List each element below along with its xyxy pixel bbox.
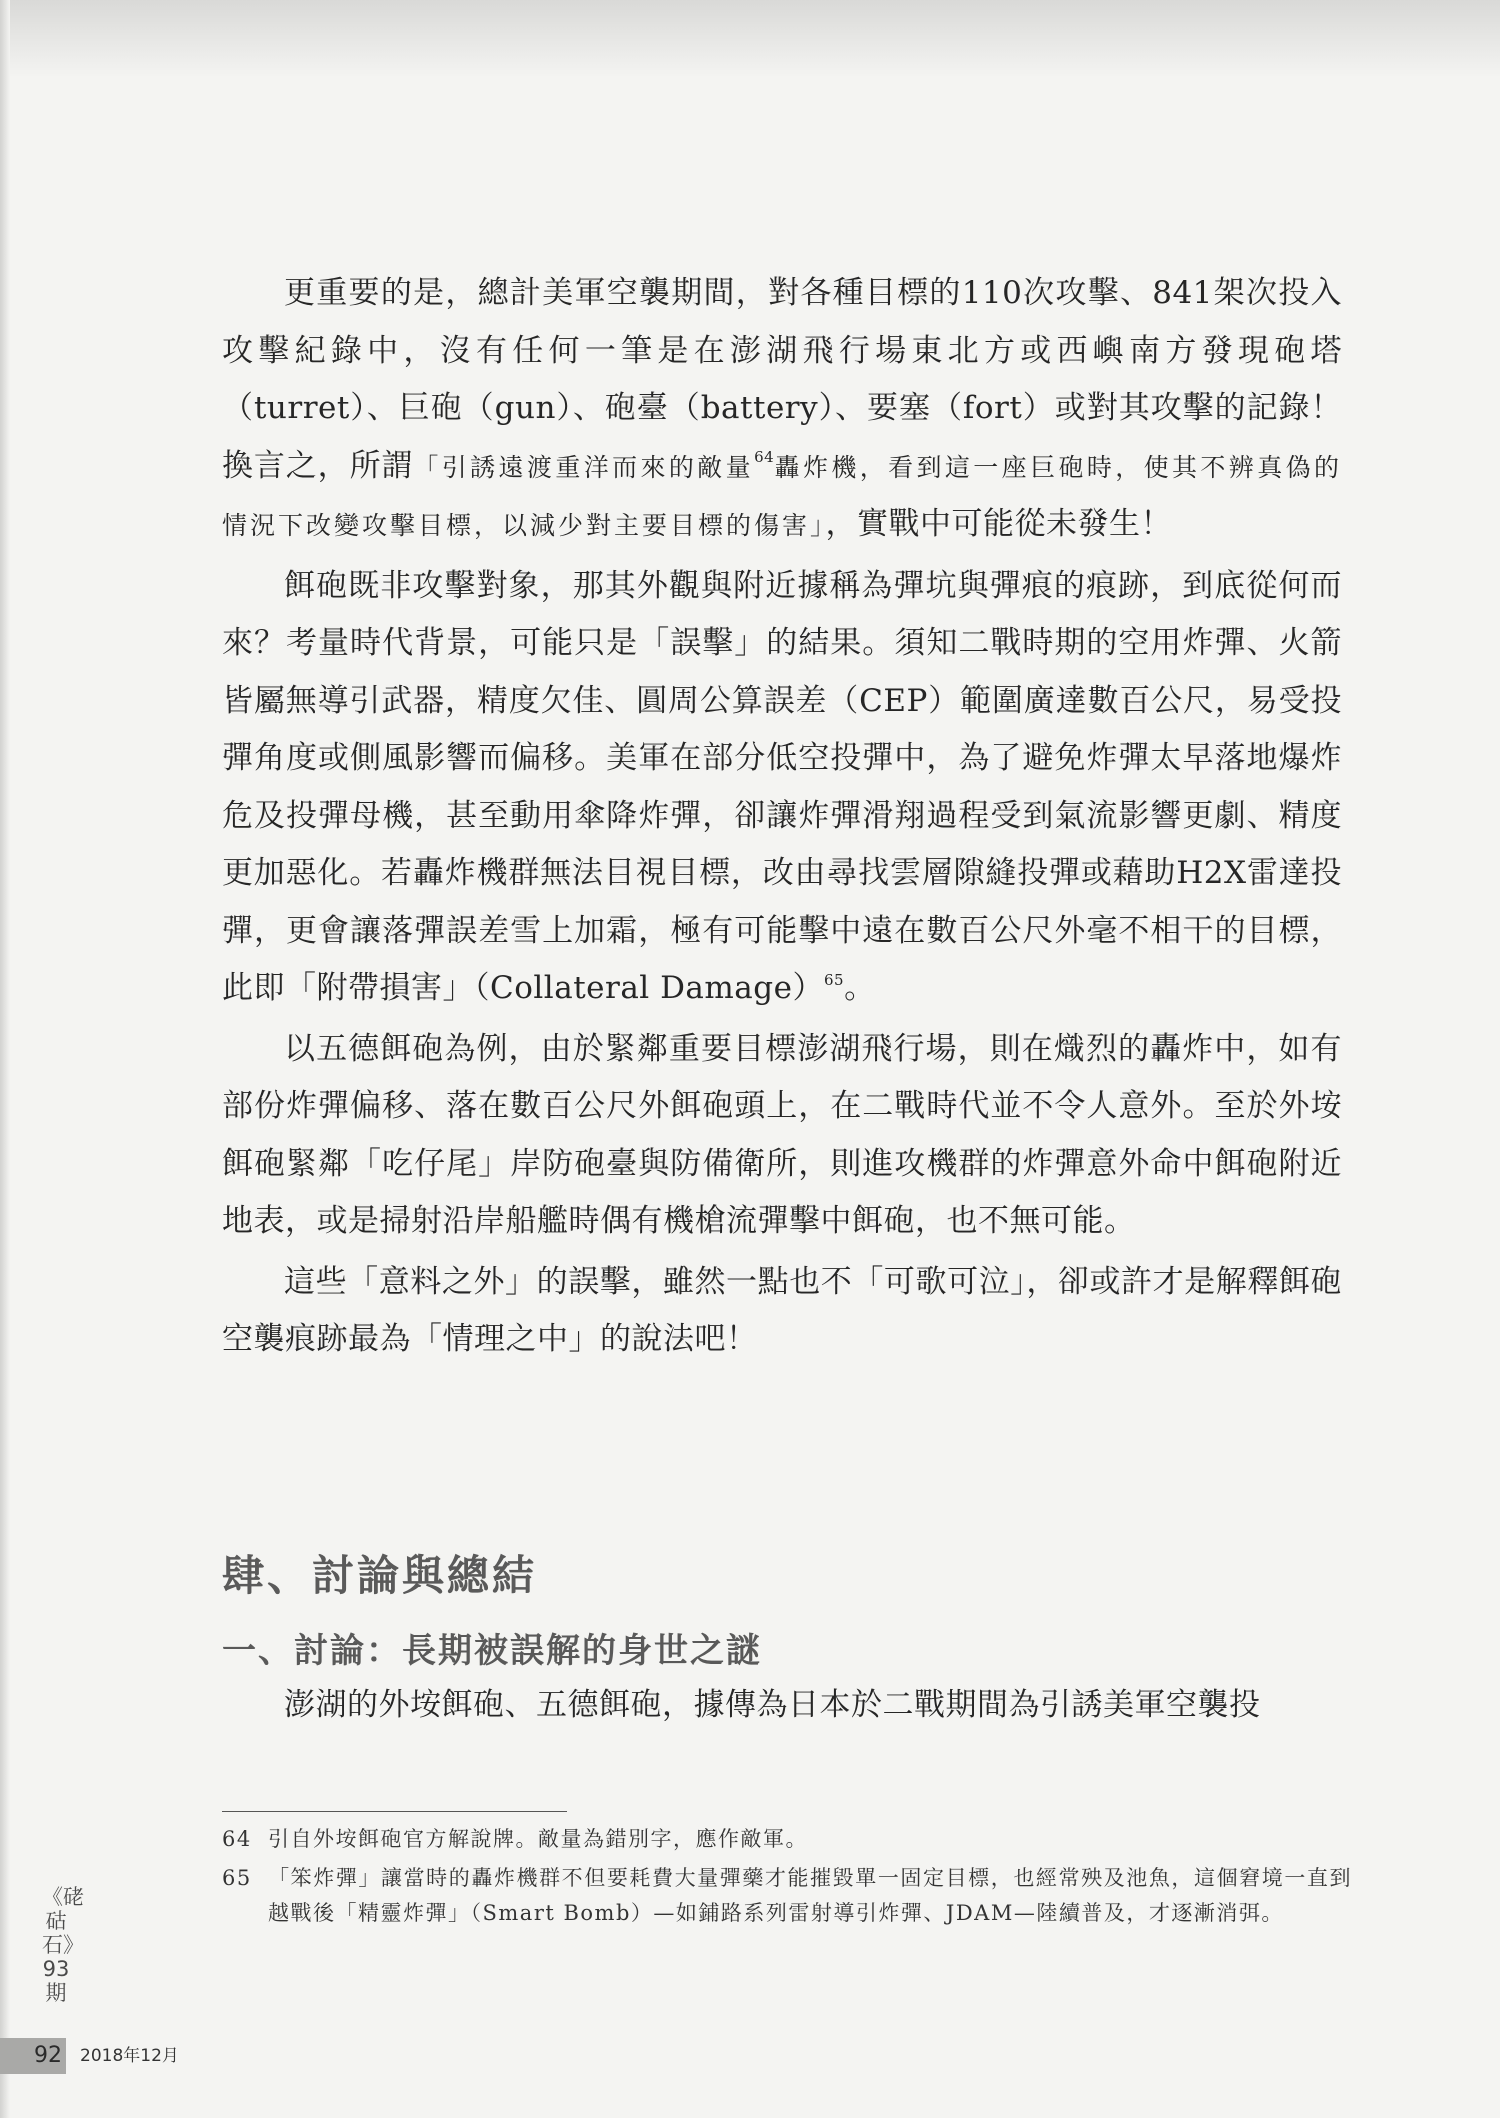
quotation-a: 「引誘遠渡重洋而來的敵量: [413, 452, 755, 482]
footnote-text: 「笨炸彈」讓當時的轟炸機群不但要耗費大量彈藥才能摧毀單一固定目標，也經常殃及池魚，這個窘境一直到越戰後「精靈炸彈」（Smart Bomb）—如鋪路系列雷射導引炸彈、JDAM—陸續普及，才逐漸消弭。: [268, 1866, 1352, 1925]
scan-shadow: [0, 0, 1500, 78]
footnote-number: 64: [222, 1827, 252, 1851]
issue-date: 2018年12月: [80, 2046, 179, 2066]
paragraph-2-text: 餌砲既非攻擊對象，那其外觀與附近據稱為彈坑與彈痕的痕跡，到底從何而來？考量時代背景，可能只是「誤擊」的結果。須知二戰時期的空用炸彈、火箭皆屬無導引武器，精度欠佳、圓周公算誤差（CEP）範圍廣達數百公尺，易受投彈角度或側風影響而偏移。美軍在部分低空投彈中，為了避免炸彈太早落地爆炸危及投彈母機，甚至動用傘降炸彈，卻讓炸彈滑翔過程受到氣流影響更劇、精度更加惡化。若轟炸機群無法目視目標，改由尋找雲層隙縫投彈或藉助H2X雷達投彈，更會讓落彈誤差雪上加霜，極有可能擊中遠在數百公尺外毫不相干的目標，此即「附帶損害」（Collateral Damage）: [222, 567, 1342, 1006]
section-title: 肆、討論與總結: [222, 1551, 538, 1600]
subsection-title: 一、討論：長期被誤解的身世之謎: [222, 1631, 762, 1671]
footnote-number: 65: [222, 1866, 252, 1890]
section-body: [222, 1677, 1342, 1735]
footnote-text: 引自外垵餌砲官方解說牌。敵量為錯別字，應作敵軍。: [268, 1827, 808, 1851]
footnote-65: [222, 1861, 1352, 1931]
paragraph-3: 以五德餌砲為例，由於緊鄰重要目標澎湖飛行場，則在熾烈的轟炸中，如有部份炸彈偏移、落在數百公尺外餌砲頭上，在二戰時代並不令人意外。至於外垵餌砲緊鄰「吃仔尾」岸防砲臺與防備衛所，則進攻機群的炸彈意外命中餌砲附近地表，或是掃射沿岸船艦時偶有機槍流彈擊中餌砲，也不無可能。: [222, 1030, 1342, 1239]
paragraph-1: [222, 265, 1342, 555]
journal-name: 《硓𥑮石》93期: [42, 1885, 84, 2005]
footnote-ref-65[interactable]: 65: [823, 970, 845, 989]
footnotes: [222, 1822, 1352, 1935]
footnote-ref-64[interactable]: 64: [754, 448, 775, 467]
paragraph-1-text-b: ，實戰中可能從未發生！: [825, 506, 1173, 542]
main-text: [222, 265, 1342, 1369]
paragraph-2-end: 。: [844, 970, 876, 1006]
footnote-64: [222, 1822, 1352, 1857]
scan-edge: [0, 0, 10, 2118]
footnote-divider: [222, 1811, 567, 1812]
quotation-b: 轟炸機，看到這一座巨砲時，使其不辨真偽的情況下改變攻擊目標，以減少對主要目標的傷害」: [222, 452, 1342, 540]
page-number: 92: [34, 2043, 62, 2068]
paragraph-4: 這些「意料之外」的誤擊，雖然一點也不「可歌可泣」，卻或許才是解釋餌砲空襲痕跡最為「情理之中」的說法吧！: [222, 1263, 1342, 1357]
paragraph-2: [222, 558, 1342, 1018]
section-paragraph: 澎湖的外垵餌砲、五德餌砲，據傳為日本於二戰期間為引誘美軍空襲投: [284, 1687, 1261, 1723]
paragraph-1-text-a: 更重要的是，總計美軍空襲期間，對各種目標的110次攻擊、841架次投入攻擊紀錄中，沒有任何一筆是在澎湖飛行場東北方或西嶼南方發現砲塔（turret）、巨砲（gun）、砲臺（battery）、要塞（fort）或對其攻擊的記錄！換言之，所謂: [222, 275, 1342, 484]
